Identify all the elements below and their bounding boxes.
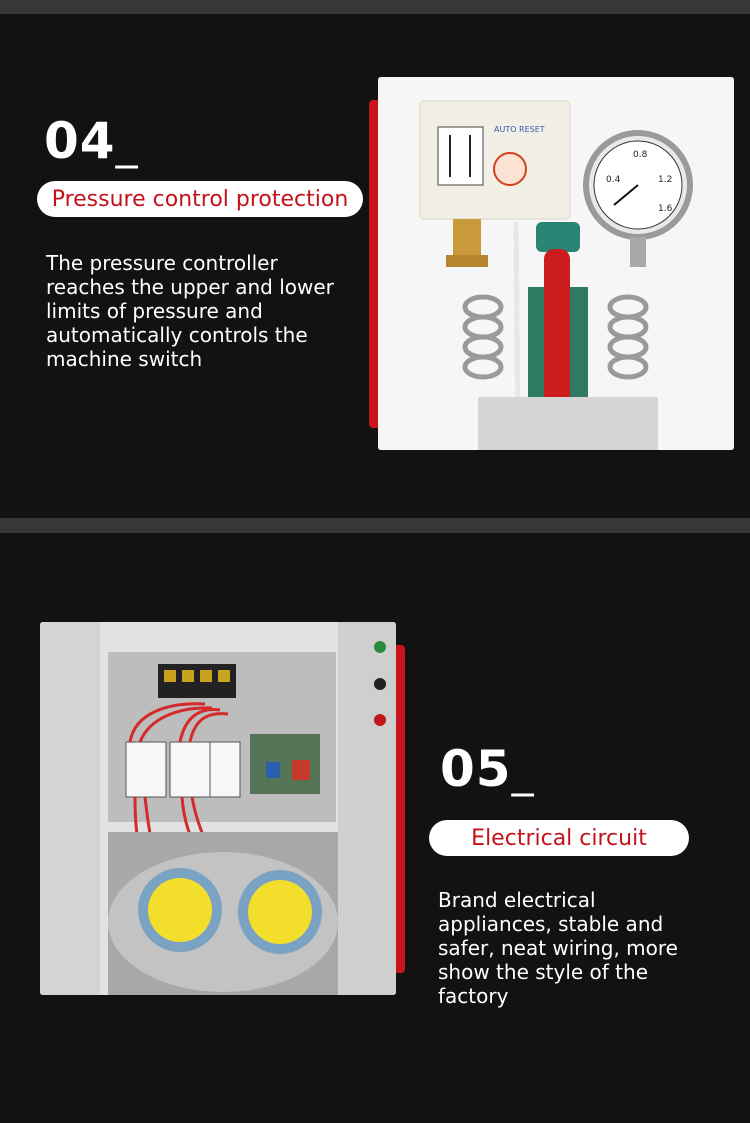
gauge-label-right: 1.2 <box>658 175 673 185</box>
section-04-title: Pressure control protection <box>51 186 349 212</box>
electrical-circuit-illustration <box>40 622 396 995</box>
top-divider-band <box>0 0 750 14</box>
gauge-label-bottom-right: 1.6 <box>658 204 673 214</box>
section-04-title-pill <box>37 181 363 217</box>
section-05-title: Electrical circuit <box>471 825 647 851</box>
section-05-title-pill <box>429 820 689 856</box>
section-04-description: The pressure controller reaches the upper and lower limits of pressure and automatically controls the machine switch <box>46 251 334 371</box>
middle-divider-band <box>0 518 750 533</box>
section-05-description: Brand electrical appliances, stable and safer, neat wiring, more show the style of the factory <box>438 888 678 1008</box>
section-04-number: 04_ <box>44 112 139 170</box>
auto-reset-label: AUTO RESET <box>494 125 545 134</box>
pressure-controller-photo <box>378 77 734 450</box>
gauge-label-top: 0.8 <box>633 150 648 160</box>
pressure-controller-illustration <box>378 77 734 450</box>
section-05-number: 05_ <box>440 740 535 798</box>
electrical-circuit-photo <box>40 622 396 995</box>
gauge-label-left: 0.4 <box>606 175 621 185</box>
